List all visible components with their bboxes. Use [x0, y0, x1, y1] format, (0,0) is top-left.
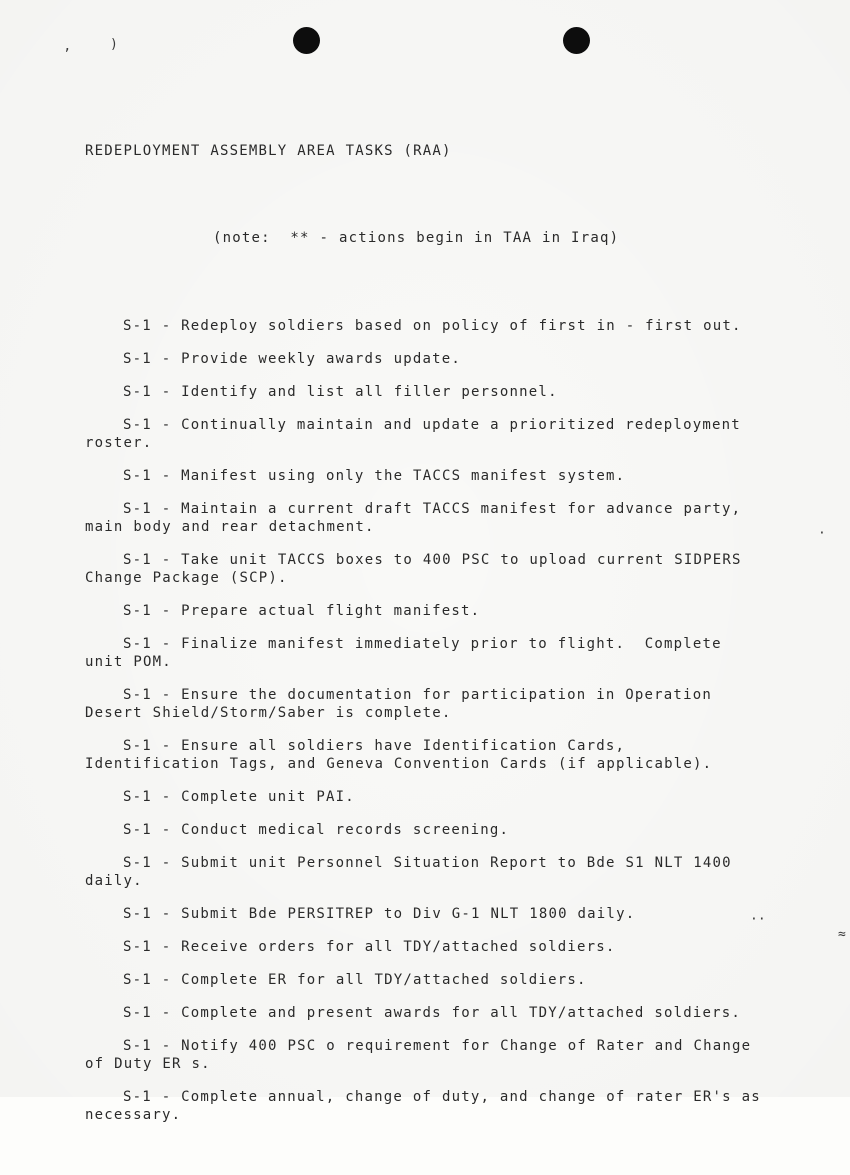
task-paragraph: S-1 - Continually maintain and update a prioritized redeployment roster. [85, 417, 751, 451]
task-paragraph: S-1 - Complete ER for all TDY/attached soldiers. [123, 972, 587, 988]
task-paragraph: S-1 - Manifest using only the TACCS manifest system. [123, 468, 626, 484]
hole-punch-right-icon [563, 27, 590, 54]
task-paragraph: S-1 - Complete annual, change of duty, and change of rater ER's as necessary. [85, 1089, 771, 1123]
scan-artifact-mark: ·· [750, 912, 766, 927]
scan-artifact-mark: ≈ [838, 927, 846, 942]
task-paragraph: S-1 - Finalize manifest immediately prior to flight. Complete unit POM. [85, 636, 732, 670]
scan-artifact-mark: · [818, 526, 826, 541]
task-paragraph: S-1 - Submit unit Personnel Situation Report to Bde S1 NLT 1400 daily. [85, 855, 742, 889]
task-paragraph: S-1 - Complete unit PAI. [123, 789, 355, 805]
page-title: REDEPLOYMENT ASSEMBLY AREA TASKS (RAA) [85, 143, 452, 159]
scan-artifact-mark: ) [110, 37, 118, 52]
task-paragraph: S-1 - Complete and present awards for all TDY/attached soldiers. [123, 1005, 742, 1021]
task-paragraph: S-1 - Prepare actual flight manifest. [123, 603, 481, 619]
document-body [85, 106, 771, 1175]
task-paragraph: S-1 - Redeploy soldiers based on policy of first in - first out. [123, 318, 742, 334]
task-paragraph: S-1 - Take unit TACCS boxes to 400 PSC to upload current SIDPERS Change Package (SCP). [85, 552, 752, 586]
task-paragraph: S-1 - Maintain a current draft TACCS manifest for advance party, main body and rear detachment. [85, 501, 752, 535]
task-paragraph: S-1 - Receive orders for all TDY/attached soldiers. [123, 939, 616, 955]
task-paragraph: S-1 - Ensure the documentation for participation in Operation Desert Shield/Storm/Saber is complete. [85, 687, 722, 721]
document-note: (note: ** - actions begin in TAA in Iraq) [213, 230, 620, 246]
task-paragraph: S-1 - Ensure all soldiers have Identification Cards, Identification Tags, and Geneva Convention Cards (if applicable). [85, 738, 713, 772]
task-paragraph: S-1 - Provide weekly awards update. [123, 351, 462, 367]
task-paragraph: S-1 - Conduct medical records screening. [123, 822, 510, 838]
task-paragraph: S-1 - Submit Bde PERSITREP to Div G-1 NLT 1800 daily. [123, 906, 636, 922]
task-paragraph: S-1 - Notify 400 PSC o requirement for Change of Rater and Change of Duty ER s. [85, 1038, 762, 1072]
task-paragraph: S-1 - Identify and list all filler personnel. [123, 384, 558, 400]
task-list [85, 317, 771, 1124]
scan-artifact-mark: ’ [63, 47, 71, 62]
hole-punch-left-icon [293, 27, 320, 54]
